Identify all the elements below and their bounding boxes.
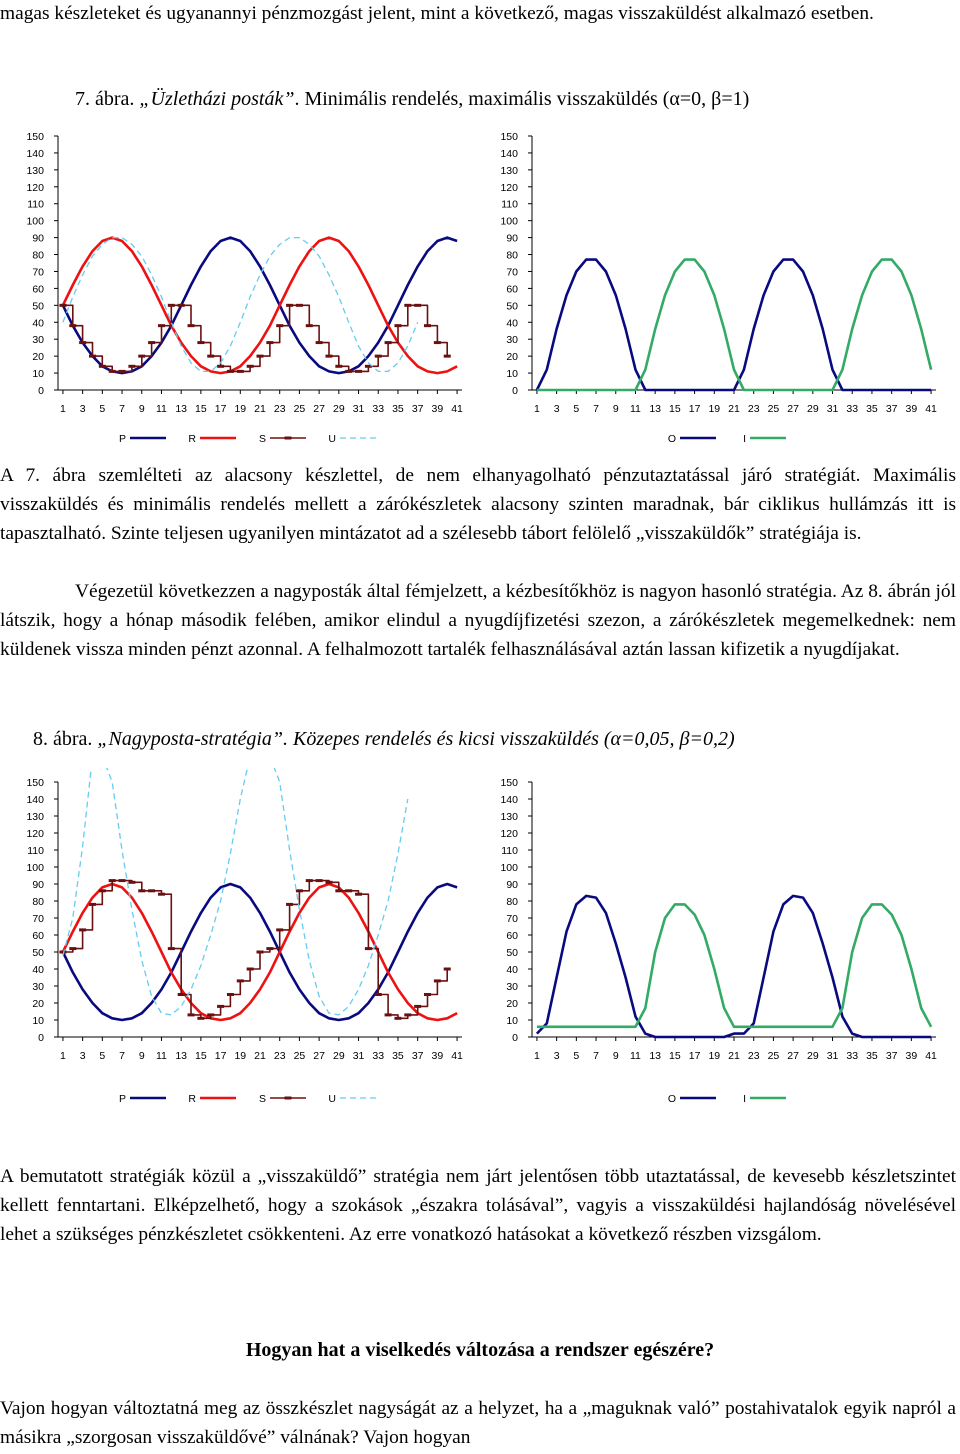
y-tick-label: 80 (506, 896, 518, 908)
x-tick-label: 17 (688, 403, 701, 415)
x-tick-label: 35 (866, 403, 878, 415)
series-s-marker (237, 979, 244, 982)
series-s-marker (158, 893, 165, 896)
x-tick-label: 29 (332, 1050, 345, 1062)
x-tick-label: 11 (630, 403, 641, 415)
x-tick-label: 9 (612, 403, 619, 415)
x-tick-label: 15 (195, 1050, 207, 1062)
series-s-marker (158, 324, 165, 327)
y-tick-label: 110 (501, 845, 518, 857)
series-s-marker (79, 928, 86, 931)
x-tick-label: 13 (649, 403, 662, 415)
y-tick-label: 120 (26, 181, 44, 194)
x-tick-label: 35 (392, 1050, 404, 1062)
y-tick-label: 20 (506, 351, 518, 364)
series-s-marker (345, 889, 352, 892)
x-tick-label: 9 (138, 403, 145, 415)
legend-label-i: I (743, 433, 746, 445)
y-tick-label: 0 (38, 385, 44, 397)
x-tick-label: 37 (885, 403, 898, 415)
series-s-marker (266, 947, 273, 950)
series-s-marker (345, 370, 352, 373)
series-s-marker (128, 881, 135, 884)
figure-7-title: „Üzletházi posták” (139, 88, 295, 110)
x-tick-label: 5 (99, 1050, 106, 1062)
series-s-marker (168, 947, 175, 950)
series-s-marker (109, 879, 116, 882)
series-s-marker (227, 993, 234, 996)
y-tick-label: 50 (32, 300, 44, 313)
series-s-marker (188, 324, 195, 327)
y-tick-label: 50 (32, 947, 44, 959)
y-tick-label: 100 (500, 862, 518, 874)
legend-label-o: O (667, 1093, 676, 1105)
x-tick-label: 39 (905, 1050, 918, 1062)
figure-7-caption (75, 86, 749, 112)
series-s-marker (178, 993, 185, 996)
series-s-marker (119, 370, 126, 373)
series-s-marker (257, 951, 264, 954)
plot-area (537, 896, 931, 1037)
series-s-marker (434, 979, 441, 982)
series-s-line (63, 305, 447, 371)
y-tick-label: 50 (506, 947, 518, 959)
series-s-marker (306, 879, 313, 882)
y-tick-label: 110 (27, 845, 44, 857)
y-tick-label: 40 (506, 317, 518, 330)
x-tick-label: 29 (806, 403, 819, 415)
x-tick-label: 7 (593, 403, 599, 415)
x-tick-label: 5 (573, 403, 580, 415)
x-tick-label: 33 (372, 403, 385, 415)
series-s-marker (424, 324, 431, 327)
series-s-marker (365, 947, 372, 950)
x-tick-label: 35 (866, 1050, 878, 1062)
y-tick-label: 150 (500, 777, 518, 789)
y-tick-label: 40 (32, 317, 44, 330)
y-tick-label: 60 (32, 283, 44, 296)
x-tick-label: 31 (352, 403, 365, 415)
x-tick-label: 21 (254, 1050, 266, 1062)
y-tick-label: 110 (27, 198, 44, 211)
series-s-marker (237, 370, 244, 373)
x-tick-label: 33 (846, 403, 859, 415)
legend-label-u: U (328, 433, 336, 445)
x-tick-label: 5 (99, 403, 106, 415)
series-i-line (537, 904, 931, 1026)
x-tick-label: 19 (708, 1050, 721, 1062)
x-tick-label: 23 (747, 1050, 760, 1062)
y-tick-label: 70 (506, 913, 518, 925)
y-tick-label: 0 (38, 1032, 44, 1044)
y-tick-label: 70 (32, 266, 44, 279)
series-s-marker (316, 341, 323, 344)
x-tick-label: 25 (293, 1050, 306, 1062)
series-s-marker (276, 928, 283, 931)
figure-8-right-chart (490, 770, 960, 1115)
y-tick-label: 50 (506, 300, 518, 313)
figure-8-title: „Nagyposta-stratégia” (97, 728, 283, 750)
legend (119, 433, 376, 445)
x-tick-label: 15 (195, 403, 207, 415)
figure-8-left-chart (0, 770, 480, 1115)
series-s-marker (89, 903, 96, 906)
legend-marker-s (285, 437, 292, 440)
x-tick-label: 3 (79, 1050, 86, 1062)
figure-8-subtitle: . Közepes rendelés és kicsi visszaküldés (α=0,05, β=0,2) (283, 728, 735, 750)
series-s-marker (266, 341, 273, 344)
y-tick-label: 90 (32, 232, 44, 245)
y-tick-label: 0 (512, 1032, 518, 1044)
legend-label-r: R (188, 1093, 196, 1105)
series-s-marker (69, 324, 76, 327)
series-s-marker (79, 341, 86, 344)
series-s-marker (59, 304, 66, 307)
x-tick-label: 41 (925, 1050, 937, 1062)
y-tick-label: 90 (506, 879, 518, 891)
series-s-marker (306, 324, 313, 327)
y-tick-label: 20 (506, 998, 518, 1010)
x-tick-label: 1 (534, 1050, 540, 1062)
series-s-marker (138, 889, 145, 892)
x-tick-label: 23 (273, 403, 286, 415)
series-s-marker (227, 370, 234, 373)
x-tick-label: 7 (119, 1050, 125, 1062)
y-tick-label: 130 (500, 811, 518, 823)
y-tick-label: 40 (32, 964, 44, 976)
x-tick-label: 31 (826, 403, 839, 415)
series-s-marker (119, 879, 126, 882)
legend (668, 433, 786, 445)
paragraph-1: A 7. ábra szemlélteti az alacsony készlettel, de nem elhanyagolható pénzutaztatással járó stratégiát. Maximális visszaküldés és minimális rendelés mellett a zárókészletek alacsony szinten maradnak, bár ciklikus hullámzás itt is tapasztalható. Szinte teljesen ugyanilyen mintázatot ad a szélesebb tábort felölelő „visszaküldők” stratégiája is. (0, 465, 956, 544)
series-s-marker (207, 1013, 214, 1016)
y-tick-label: 130 (26, 811, 44, 823)
x-tick-label: 37 (885, 1050, 898, 1062)
x-tick-label: 41 (451, 403, 463, 415)
series-s-marker (217, 1005, 224, 1008)
y-tick-label: 30 (32, 981, 44, 993)
y-tick-label: 10 (506, 368, 518, 381)
x-tick-label: 37 (411, 1050, 424, 1062)
y-tick-label: 70 (32, 913, 44, 925)
x-tick-label: 25 (293, 403, 306, 415)
series-s-marker (296, 304, 303, 307)
series-s-marker (247, 365, 254, 368)
series-s-marker (385, 1013, 392, 1016)
x-tick-label: 11 (156, 1050, 167, 1062)
series-s-marker (444, 355, 451, 358)
y-tick-label: 120 (500, 181, 518, 194)
x-tick-label: 11 (630, 1050, 641, 1062)
series-s-marker (69, 947, 76, 950)
y-tick-label: 140 (26, 794, 44, 806)
x-tick-label: 23 (273, 1050, 286, 1062)
y-tick-label: 20 (32, 351, 44, 364)
series-s-marker (325, 881, 332, 884)
y-tick-label: 60 (506, 930, 518, 942)
series-s-marker (335, 365, 342, 368)
series-s-marker (355, 893, 362, 896)
y-tick-label: 30 (506, 981, 518, 993)
series-s-marker (325, 355, 332, 358)
y-tick-label: 130 (500, 164, 518, 177)
x-tick-label: 1 (534, 403, 540, 415)
x-tick-label: 7 (119, 403, 125, 415)
x-tick-label: 31 (352, 1050, 365, 1062)
x-tick-label: 15 (669, 403, 681, 415)
x-tick-label: 9 (138, 1050, 145, 1062)
series-s-marker (286, 903, 293, 906)
paragraph-3: A bemutatott stratégiák közül a „visszaküldő” stratégia nem járt jelentősen több utaztatással, de kevesebb készletszintet kellett fenntartani. Elképzelhető, hogy a szokások „északra tolásával”, vagyis a visszaküldési hajlandóság növelésével lehet a szükséges pénzkészletet csökkenteni. Az erre vonatkozó hatásokat a következő részben vizsgálom. (0, 1166, 956, 1245)
y-tick-label: 60 (32, 930, 44, 942)
intro-paragraph: magas készleteket és ugyanannyi pénzmozgást jelent, mint a következő, magas visszaküldést alkalmazó esetben. (0, 3, 874, 24)
series-s-marker (197, 1017, 204, 1020)
series-p-line (63, 238, 457, 374)
x-tick-label: 13 (175, 1050, 188, 1062)
x-tick-label: 1 (60, 1050, 66, 1062)
y-tick-label: 110 (501, 198, 518, 211)
y-tick-label: 150 (500, 131, 518, 143)
legend (119, 1093, 376, 1105)
x-tick-label: 39 (905, 403, 918, 415)
y-tick-label: 150 (26, 131, 44, 143)
figure-7-subtitle: . Minimális rendelés, maximális visszaküldés (α=0, β=1) (294, 88, 750, 110)
series-s-marker (99, 365, 106, 368)
y-tick-label: 90 (32, 879, 44, 891)
y-tick-label: 140 (26, 147, 44, 160)
x-tick-label: 9 (612, 1050, 619, 1062)
series-s-marker (404, 1013, 411, 1016)
series-s-marker (296, 889, 303, 892)
x-tick-label: 15 (669, 1050, 681, 1062)
x-tick-label: 19 (708, 403, 721, 415)
x-tick-label: 27 (787, 403, 799, 415)
series-s-marker (197, 341, 204, 344)
y-tick-label: 100 (26, 862, 44, 874)
y-tick-label: 10 (32, 1015, 44, 1027)
x-tick-label: 19 (234, 403, 247, 415)
series-s-marker (109, 370, 116, 373)
legend-label-u: U (328, 1093, 336, 1105)
x-tick-label: 5 (573, 1050, 580, 1062)
x-tick-label: 41 (451, 1050, 463, 1062)
x-tick-label: 11 (156, 403, 167, 415)
x-tick-label: 17 (214, 1050, 227, 1062)
legend (668, 1093, 786, 1105)
x-tick-label: 13 (175, 403, 188, 415)
y-tick-label: 20 (32, 998, 44, 1010)
y-tick-label: 120 (26, 828, 44, 840)
series-s-marker (128, 365, 135, 368)
x-tick-label: 41 (925, 403, 937, 415)
x-tick-label: 29 (806, 1050, 819, 1062)
plot-area (59, 757, 457, 1021)
x-tick-label: 35 (392, 403, 404, 415)
x-tick-label: 23 (747, 403, 760, 415)
series-s-marker (168, 304, 175, 307)
y-tick-label: 60 (506, 283, 518, 296)
legend-label-i: I (743, 1093, 746, 1105)
y-tick-label: 120 (500, 828, 518, 840)
figure-7-right-chart (490, 128, 960, 458)
series-s-marker (424, 993, 431, 996)
series-u-line (63, 238, 418, 372)
x-tick-label: 21 (728, 1050, 740, 1062)
series-i-line (537, 260, 931, 390)
y-tick-label: 80 (506, 249, 518, 262)
series-s-marker (148, 341, 155, 344)
paragraph-4: Vajon hogyan változtatná meg az összkészlet nagyságát az a helyzet, ha a „maguknak való” postahivatalok egyik napról a másikra „szorgosan visszaküldővé” válnának? Vajon hogyan (0, 1398, 956, 1448)
legend-label-s: S (258, 433, 266, 445)
legend-label-r: R (188, 433, 196, 445)
x-tick-label: 21 (254, 403, 266, 415)
series-s-marker (276, 324, 283, 327)
x-tick-label: 3 (553, 403, 560, 415)
x-tick-label: 27 (313, 1050, 325, 1062)
y-tick-label: 80 (32, 249, 44, 262)
x-tick-label: 3 (553, 1050, 560, 1062)
x-tick-label: 7 (593, 1050, 599, 1062)
y-tick-label: 100 (500, 215, 518, 228)
series-s-marker (286, 304, 293, 307)
x-tick-label: 19 (234, 1050, 247, 1062)
x-tick-label: 27 (787, 1050, 799, 1062)
legend-label-p: P (118, 1093, 126, 1105)
series-s-marker (335, 889, 342, 892)
legend-marker-s (285, 1097, 292, 1100)
figure-7-number: 7. ábra. (75, 88, 140, 110)
figure-8-caption (33, 726, 735, 752)
x-tick-label: 33 (372, 1050, 385, 1062)
y-tick-label: 30 (506, 334, 518, 347)
y-tick-label: 130 (26, 164, 44, 177)
x-tick-label: 29 (332, 403, 345, 415)
figure-7-left-chart (0, 128, 480, 458)
series-s-marker (355, 370, 362, 373)
x-tick-label: 25 (767, 1050, 780, 1062)
series-s-marker (247, 968, 254, 971)
y-tick-label: 10 (506, 1015, 518, 1027)
series-s-marker (148, 889, 155, 892)
paragraph-2: Végezetül következzen a nagyposták által fémjelzett, a kézbesítőkhöz is nagyon hasonló stratégia. Az 8. ábrán jól látszik, hogy a hónap második felében, amikor elindul a nyugdíjfizetési szezon, a zárókészletek megemelkednek: nem küldenek vissza minden pénzt azonnal. A felhalmozott tartalék felhasználásával aztán lassan kifizetik a nyugdíjakat. (0, 581, 956, 660)
y-tick-label: 140 (500, 147, 518, 160)
x-tick-label: 25 (767, 403, 780, 415)
series-s-marker (375, 355, 382, 358)
series-s-marker (434, 341, 441, 344)
y-tick-label: 150 (26, 777, 44, 789)
series-s-marker (394, 324, 401, 327)
y-tick-label: 100 (26, 215, 44, 228)
series-s-marker (99, 889, 106, 892)
x-tick-label: 1 (60, 403, 66, 415)
series-o-line (537, 896, 931, 1037)
x-tick-label: 3 (79, 403, 86, 415)
y-tick-label: 40 (506, 964, 518, 976)
series-s-marker (414, 304, 421, 307)
series-s-marker (207, 355, 214, 358)
series-s-marker (375, 993, 382, 996)
x-tick-label: 33 (846, 1050, 859, 1062)
y-tick-label: 30 (32, 334, 44, 347)
plot-area (537, 260, 931, 390)
legend-label-o: O (667, 433, 676, 445)
series-s-marker (316, 879, 323, 882)
y-tick-label: 140 (500, 794, 518, 806)
series-s-marker (444, 968, 451, 971)
x-tick-label: 13 (649, 1050, 662, 1062)
legend-label-p: P (118, 433, 126, 445)
x-tick-label: 17 (688, 1050, 701, 1062)
x-tick-label: 17 (214, 403, 227, 415)
x-tick-label: 21 (728, 403, 740, 415)
y-tick-label: 90 (506, 232, 518, 245)
series-s-marker (217, 365, 224, 368)
y-tick-label: 10 (32, 368, 44, 381)
legend-label-s: S (258, 1093, 266, 1105)
x-tick-label: 39 (431, 1050, 444, 1062)
series-s-marker (257, 355, 264, 358)
series-s-marker (138, 355, 145, 358)
series-s-marker (404, 304, 411, 307)
series-s-marker (188, 1013, 195, 1016)
figure-8-number: 8. ábra. (33, 728, 98, 750)
y-tick-label: 70 (506, 266, 518, 279)
y-tick-label: 0 (512, 385, 518, 397)
plot-area (59, 238, 457, 374)
x-tick-label: 27 (313, 403, 325, 415)
series-s-marker (178, 304, 185, 307)
x-tick-label: 37 (411, 403, 424, 415)
x-tick-label: 31 (826, 1050, 839, 1062)
section-heading: Hogyan hat a viselkedés változása a rendszer egészére? (245, 1339, 715, 1361)
x-tick-label: 39 (431, 403, 444, 415)
y-tick-label: 80 (32, 896, 44, 908)
series-s-marker (414, 1005, 421, 1008)
series-s-marker (89, 355, 96, 358)
series-s-marker (385, 341, 392, 344)
series-s-marker (394, 1017, 401, 1020)
